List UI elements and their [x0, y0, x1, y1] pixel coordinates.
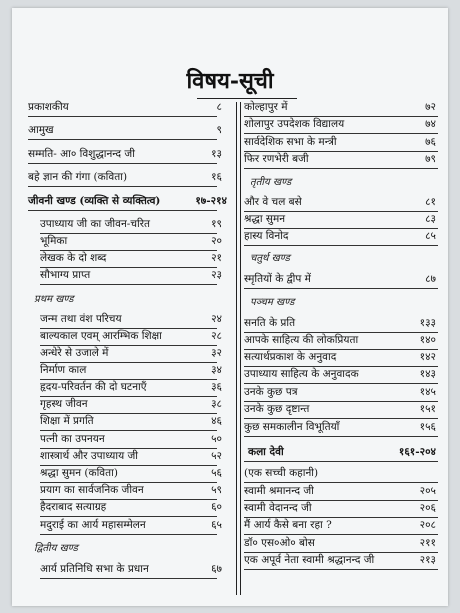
toc-entry-title: सार्वदेशिक सभा के मन्त्री [244, 136, 337, 148]
toc-entry-title: स्वामी वेदानन्द जी [244, 502, 312, 514]
row-underline [40, 516, 217, 517]
row-underline [40, 284, 217, 285]
row-underline [244, 436, 438, 437]
toc-page [12, 8, 448, 606]
toc-entry-page: २४ [211, 313, 222, 325]
toc-entry-page: ५० [211, 433, 222, 445]
row-underline [244, 245, 438, 246]
toc-entry-title: कुछ समकालीन विभूतियाँ [244, 421, 340, 433]
row-underline [244, 418, 438, 419]
row-underline [244, 288, 438, 289]
toc-entry-page: ८१ [425, 196, 436, 208]
toc-entry-title: शिक्षा में प्रगति [40, 415, 94, 427]
row-underline [28, 116, 217, 117]
toc-entry-title: हैदराबाद सत्याग्रह [40, 501, 107, 513]
section-heading: प्रथम खण्ड [34, 294, 74, 305]
toc-entry-title: (एक सच्ची कहानी) [244, 467, 319, 479]
toc-entry-page: ४६ [211, 415, 222, 427]
toc-entry-title: श्रद्धा सुमन (कविता) [40, 467, 118, 479]
title-underline [197, 98, 297, 99]
toc-entry-title: कला देवी [248, 446, 284, 458]
toc-entry-page: ३६ [211, 381, 222, 393]
toc-entry-page: ७९ [425, 153, 436, 165]
toc-entry-title: डॉ० एस०ओ० बोस [244, 537, 315, 549]
toc-entry-title: कोल्हापुर में [244, 101, 288, 113]
row-underline [28, 186, 217, 187]
toc-entry-title: शोलापुर उपदेशक विद्यालय [244, 118, 345, 130]
toc-entry-page: ६७ [211, 563, 222, 575]
column-divider-inner [240, 102, 241, 595]
toc-entry-title: सत्यार्थप्रकाश के अनुवाद [244, 351, 337, 363]
toc-entry-title: प्रयाग का सार्वजनिक जीवन [40, 484, 144, 496]
toc-entry-title: लेखक के दो शब्द [40, 252, 107, 264]
row-underline [244, 133, 438, 134]
toc-entry-page: १६१-२०४ [398, 446, 436, 458]
toc-entry-title: आर्य प्रतिनिधि सभा के प्रधान [40, 563, 149, 575]
toc-entry-title: पत्नी का उपनयन [40, 433, 105, 445]
row-underline [40, 578, 217, 579]
toc-entry-page: १३ [211, 148, 222, 160]
toc-entry-page: १४० [419, 334, 436, 346]
toc-entry-page: ८५ [425, 230, 436, 242]
toc-entry-page: ३४ [211, 364, 222, 376]
toc-entry-page: ९ [216, 124, 222, 136]
row-underline [244, 482, 438, 483]
toc-entry-page: ३२ [211, 347, 222, 359]
toc-entry-page: ८७ [425, 273, 436, 285]
toc-entry-title: बाल्यकाल एवम् आरम्भिक शिक्षा [40, 330, 162, 342]
toc-entry-title: श्रद्धा सुमन [244, 213, 286, 225]
toc-entry-title: भूमिका [40, 235, 68, 247]
toc-entry-page: १५१ [419, 403, 436, 415]
toc-entry-title: निर्माण काल [40, 364, 87, 376]
row-underline [40, 430, 217, 431]
section-heading: चतुर्थ खण्ड [250, 253, 290, 264]
toc-entry-title: उनके कुछ पत्र [244, 386, 298, 398]
toc-entry-page: ५२ [211, 450, 222, 462]
section-heading: द्वितीय खण्ड [34, 543, 78, 554]
row-underline [244, 461, 438, 462]
row-underline [244, 534, 438, 535]
toc-entry-page: १९ [211, 218, 222, 230]
toc-entry-title: उनके कुछ दृष्टान्त [244, 403, 310, 415]
section-heading: तृतीय खण्ड [250, 177, 292, 188]
section-heading: पञ्चम खण्ड [250, 297, 295, 308]
toc-entry-page: ७६ [425, 136, 436, 148]
toc-entry-page: १६ [211, 171, 222, 183]
toc-entry-title: मदुराई का आर्य महासम्मेलन [40, 519, 146, 531]
toc-entry-title: हृदय-परिवर्तन की दो घटनाएँ [40, 381, 147, 393]
toc-entry-page: २३ [211, 269, 222, 281]
toc-entry-page: १४५ [419, 386, 436, 398]
toc-entry-page: ७२ [425, 101, 436, 113]
row-underline [244, 569, 438, 570]
toc-entry-title: आमुख [28, 124, 54, 136]
toc-entry-page: २०८ [419, 519, 436, 531]
toc-entry-title: प्रकाशकीय [28, 101, 69, 113]
toc-entry-page: १३३ [419, 317, 436, 329]
toc-entry-title: सनति के प्रति [244, 317, 296, 329]
toc-entry-title: जीवनी खण्ड (व्यक्ति से व्यक्तित्व) [28, 195, 161, 207]
toc-entry-title: स्वामी श्रमानन्द जी [244, 485, 314, 497]
toc-entry-page: ५६ [211, 467, 222, 479]
toc-entry-title: जन्म तथा वंश परिचय [40, 313, 122, 325]
toc-entry-title: अन्धेरे से उजाले में [40, 347, 109, 359]
toc-entry-page: २० [211, 235, 222, 247]
toc-entry-page: ८३ [425, 213, 436, 225]
toc-entry-title: मैं आर्य कैसे बना रहा ? [244, 519, 332, 531]
toc-entry-page: २१३ [419, 554, 436, 566]
toc-entry-title: उपाध्याय जी का जीवन-चरित [40, 218, 150, 230]
toc-entry-page: २०५ [419, 485, 436, 497]
toc-entry-title: बहे ज्ञान की गंगा (कविता) [28, 171, 128, 183]
row-underline [28, 139, 217, 140]
toc-entry-page: २०६ [419, 502, 436, 514]
toc-entry-page: १४३ [419, 368, 436, 380]
toc-entry-page: ७४ [425, 118, 436, 130]
row-underline [28, 163, 217, 164]
toc-entry-title: आपके साहित्य की लोकप्रियता [244, 334, 359, 346]
toc-entry-page: २८ [211, 330, 222, 342]
row-underline [244, 168, 438, 169]
toc-entry-page: ५९ [211, 484, 222, 496]
toc-entry-title: शास्त्रार्थ और उपाध्याय जी [40, 450, 139, 462]
row-underline [40, 534, 217, 535]
row-underline [28, 210, 217, 211]
toc-entry-page: २११ [419, 537, 436, 549]
row-underline [244, 383, 438, 384]
toc-entry-page: १४२ [419, 351, 436, 363]
toc-entry-title: उपाध्याय साहित्य के अनुवादक [244, 368, 359, 380]
toc-entry-page: ६० [211, 501, 222, 513]
toc-entry-title: सम्मति- आ० विशुद्धानन्द जी [28, 148, 135, 160]
toc-entry-title: और वे चल बसे [244, 196, 302, 208]
toc-entry-page: १७-२१४ [195, 195, 227, 207]
toc-entry-page: ३८ [211, 398, 222, 410]
toc-entry-title: सौभाग्य प्राप्त [40, 269, 91, 281]
page-title: विषय-सूची [186, 68, 274, 94]
toc-entry-title: फिर रणभेरी बजी [244, 153, 309, 165]
toc-entry-title: एक अपूर्व नेता स्वामी श्रद्धानन्द जी [244, 554, 375, 566]
column-divider [236, 102, 237, 595]
toc-entry-page: ६५ [211, 519, 222, 531]
toc-entry-page: २१ [211, 252, 222, 264]
toc-entry-page: ८ [216, 101, 222, 113]
toc-entry-page: १५६ [419, 421, 436, 433]
toc-entry-title: गृहस्थ जीवन [40, 398, 88, 410]
toc-entry-title: हास्य विनोद [244, 230, 289, 242]
toc-entry-title: स्मृतियों के द्वीप में [244, 273, 311, 285]
